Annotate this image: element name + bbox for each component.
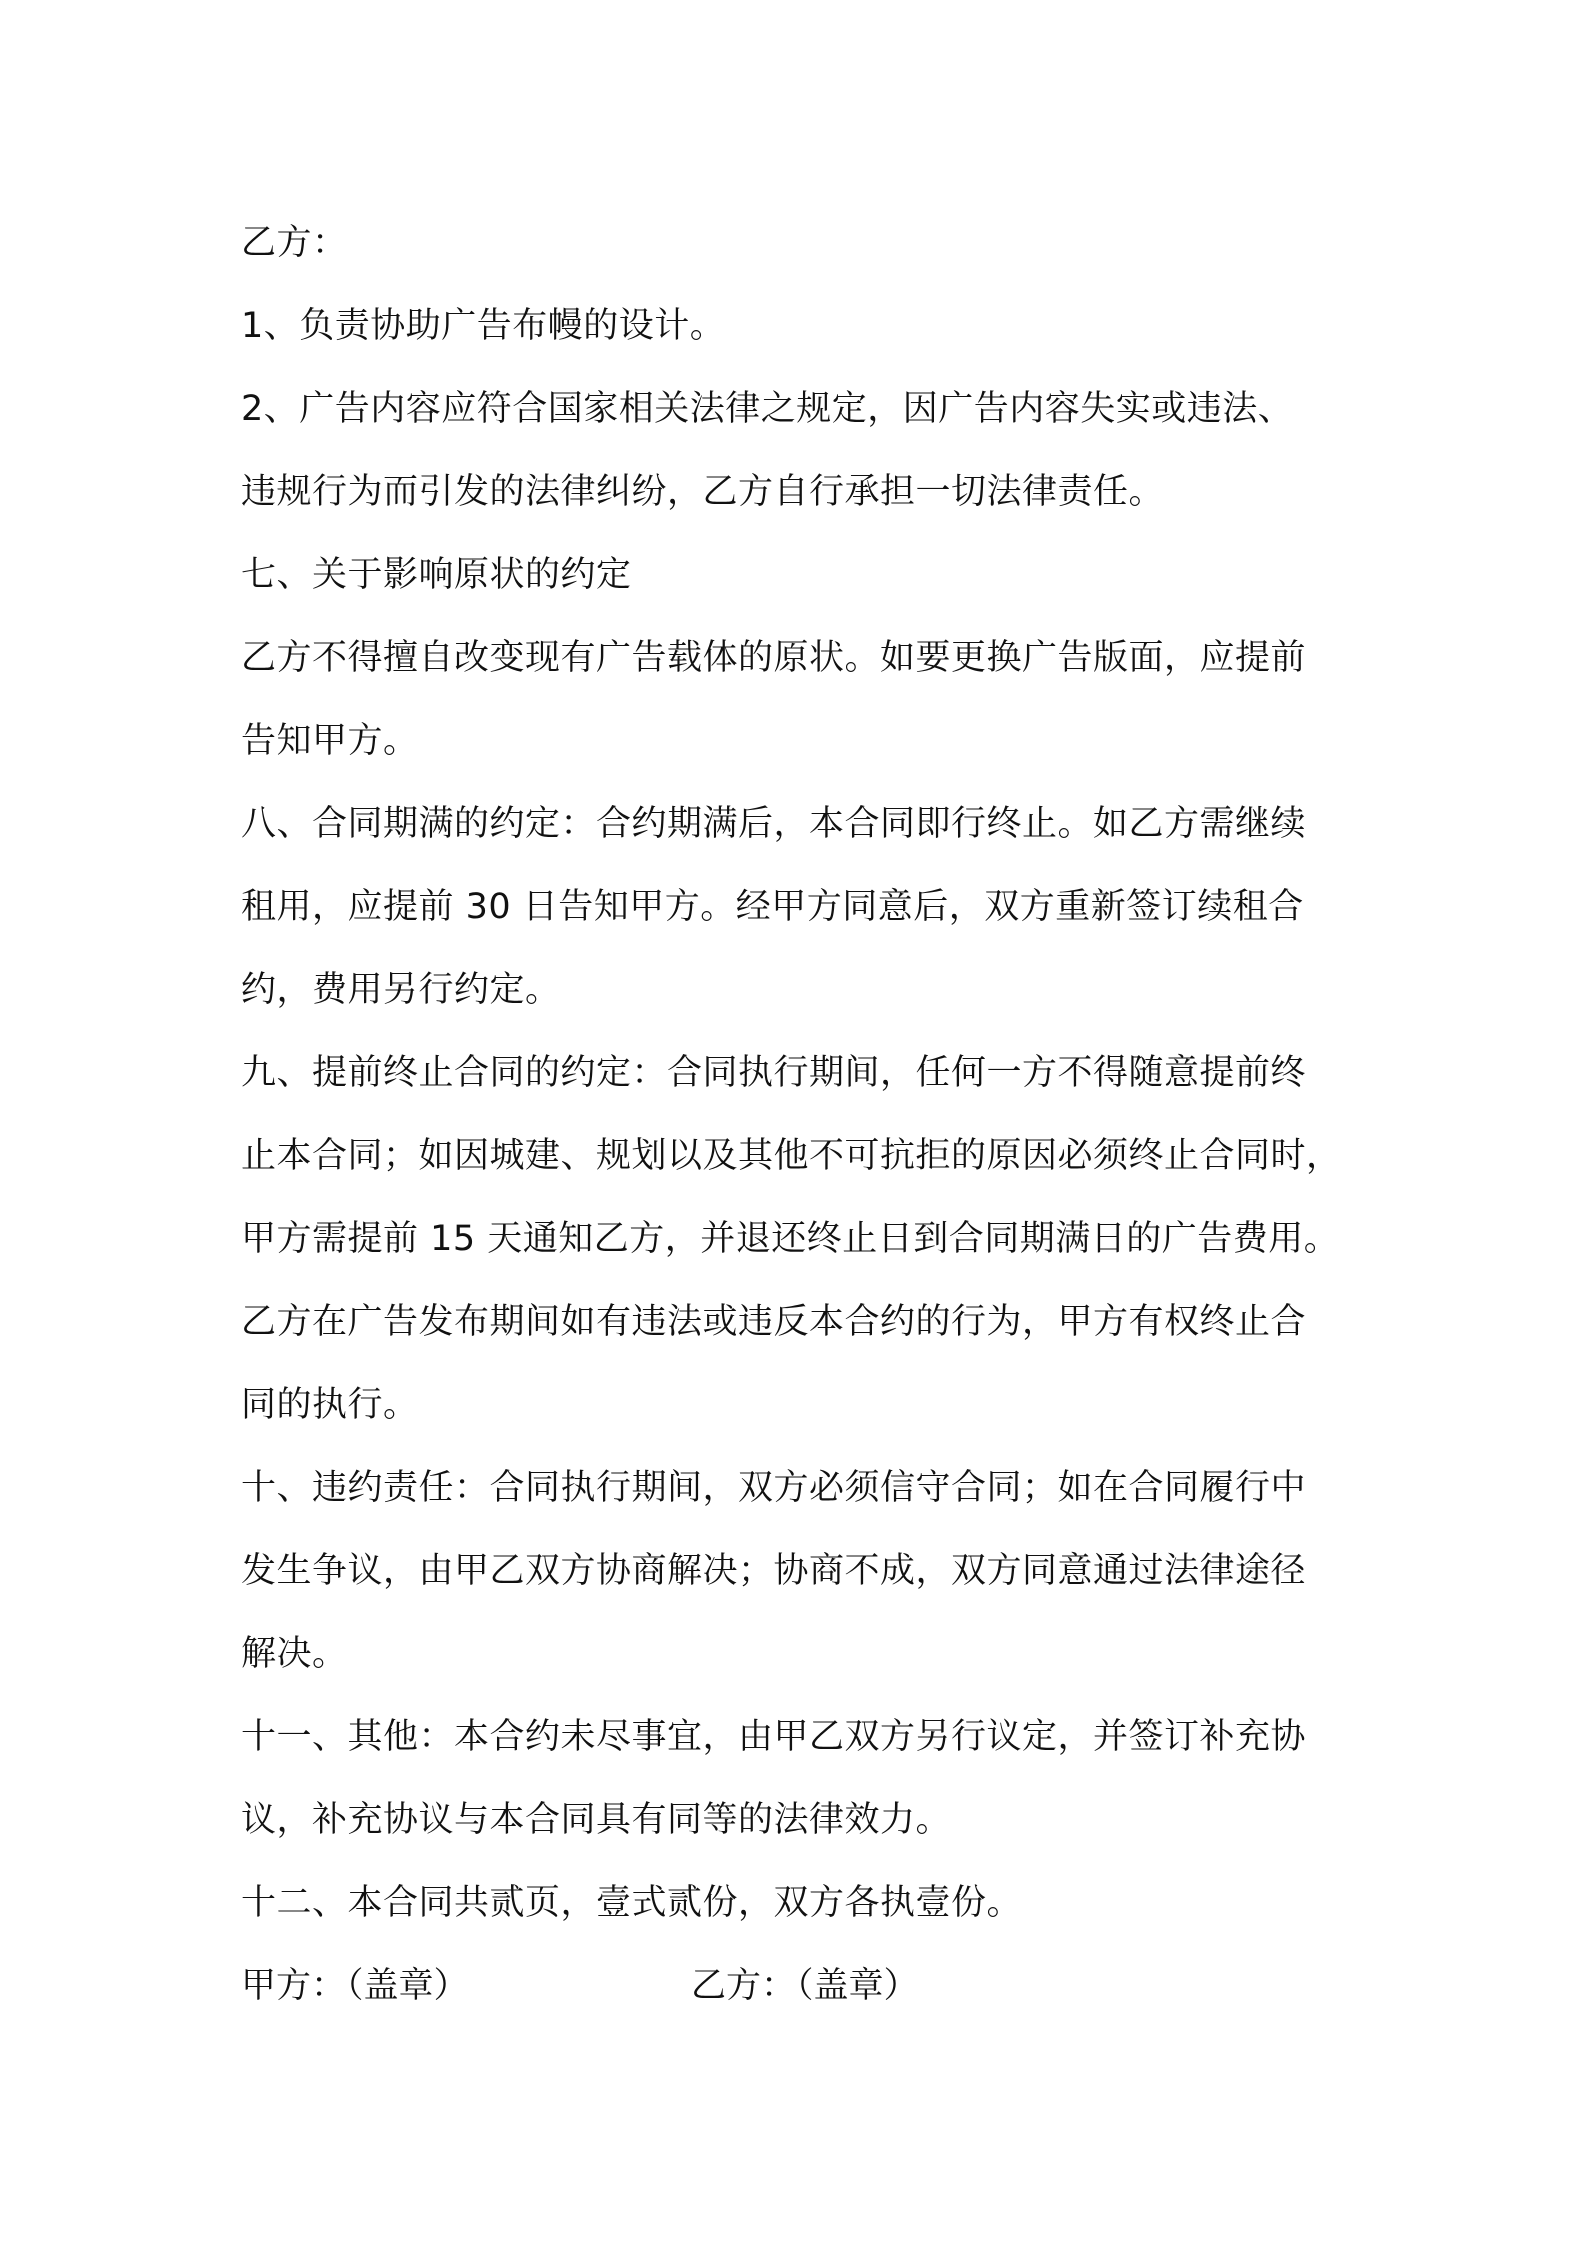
contract-line: 乙方不得擅自改变现有广告载体的原状。如要更换广告版面，应提前 bbox=[241, 638, 1307, 678]
contract-line: 乙方在广告发布期间如有违法或违反本合约的行为，甲方有权终止合 bbox=[241, 1302, 1307, 1342]
contract-body bbox=[241, 202, 1381, 2028]
contract-line: 2、广告内容应符合国家相关法律之规定，因广告内容失实或违法、 bbox=[241, 389, 1294, 429]
contract-line: 七、关于影响原状的约定 bbox=[241, 555, 632, 595]
contract-line: 十、违约责任：合同执行期间，双方必须信守合同；如在合同履行中 bbox=[241, 1468, 1307, 1508]
contract-line: 约，费用另行约定。 bbox=[241, 970, 561, 1010]
contract-line: 违规行为而引发的法律纠纷，乙方自行承担一切法律责任。 bbox=[241, 472, 1165, 512]
party-a-signature: 甲方：（盖章） bbox=[241, 1966, 469, 2006]
contract-line: 告知甲方。 bbox=[241, 721, 419, 761]
contract-line: 解决。 bbox=[241, 1634, 348, 1674]
contract-line: 甲方需提前 15 天通知乙方，并退还终止日到合同期满日的广告费用。 bbox=[241, 1219, 1340, 1259]
contract-line: 九、提前终止合同的约定：合同执行期间，任何一方不得随意提前终 bbox=[241, 1053, 1307, 1093]
contract-line: 同的执行。 bbox=[241, 1385, 419, 1425]
contract-line: 十二、本合同共贰页，壹式贰份，双方各执壹份。 bbox=[241, 1883, 1023, 1923]
party-b-heading: 乙方： bbox=[241, 223, 348, 263]
contract-line: 议，补充协议与本合同具有同等的法律效力。 bbox=[241, 1800, 952, 1840]
signature-row bbox=[241, 1945, 1381, 2028]
contract-line: 1、负责协助广告布幔的设计。 bbox=[241, 306, 726, 346]
contract-line: 发生争议，由甲乙双方协商解决；协商不成，双方同意通过法律途径 bbox=[241, 1551, 1307, 1591]
contract-line: 十一、其他：本合约未尽事宜，由甲乙双方另行议定，并签订补充协 bbox=[241, 1717, 1307, 1757]
party-b-signature: 乙方：（盖章） bbox=[691, 1966, 919, 2006]
contract-line: 止本合同；如因城建、规划以及其他不可抗拒的原因必须终止合同时， bbox=[241, 1136, 1342, 1176]
contract-line: 租用，应提前 30 日告知甲方。经甲方同意后，双方重新签订续租合 bbox=[241, 887, 1304, 927]
contract-line: 八、合同期满的约定：合约期满后，本合同即行终止。如乙方需继续 bbox=[241, 804, 1307, 844]
